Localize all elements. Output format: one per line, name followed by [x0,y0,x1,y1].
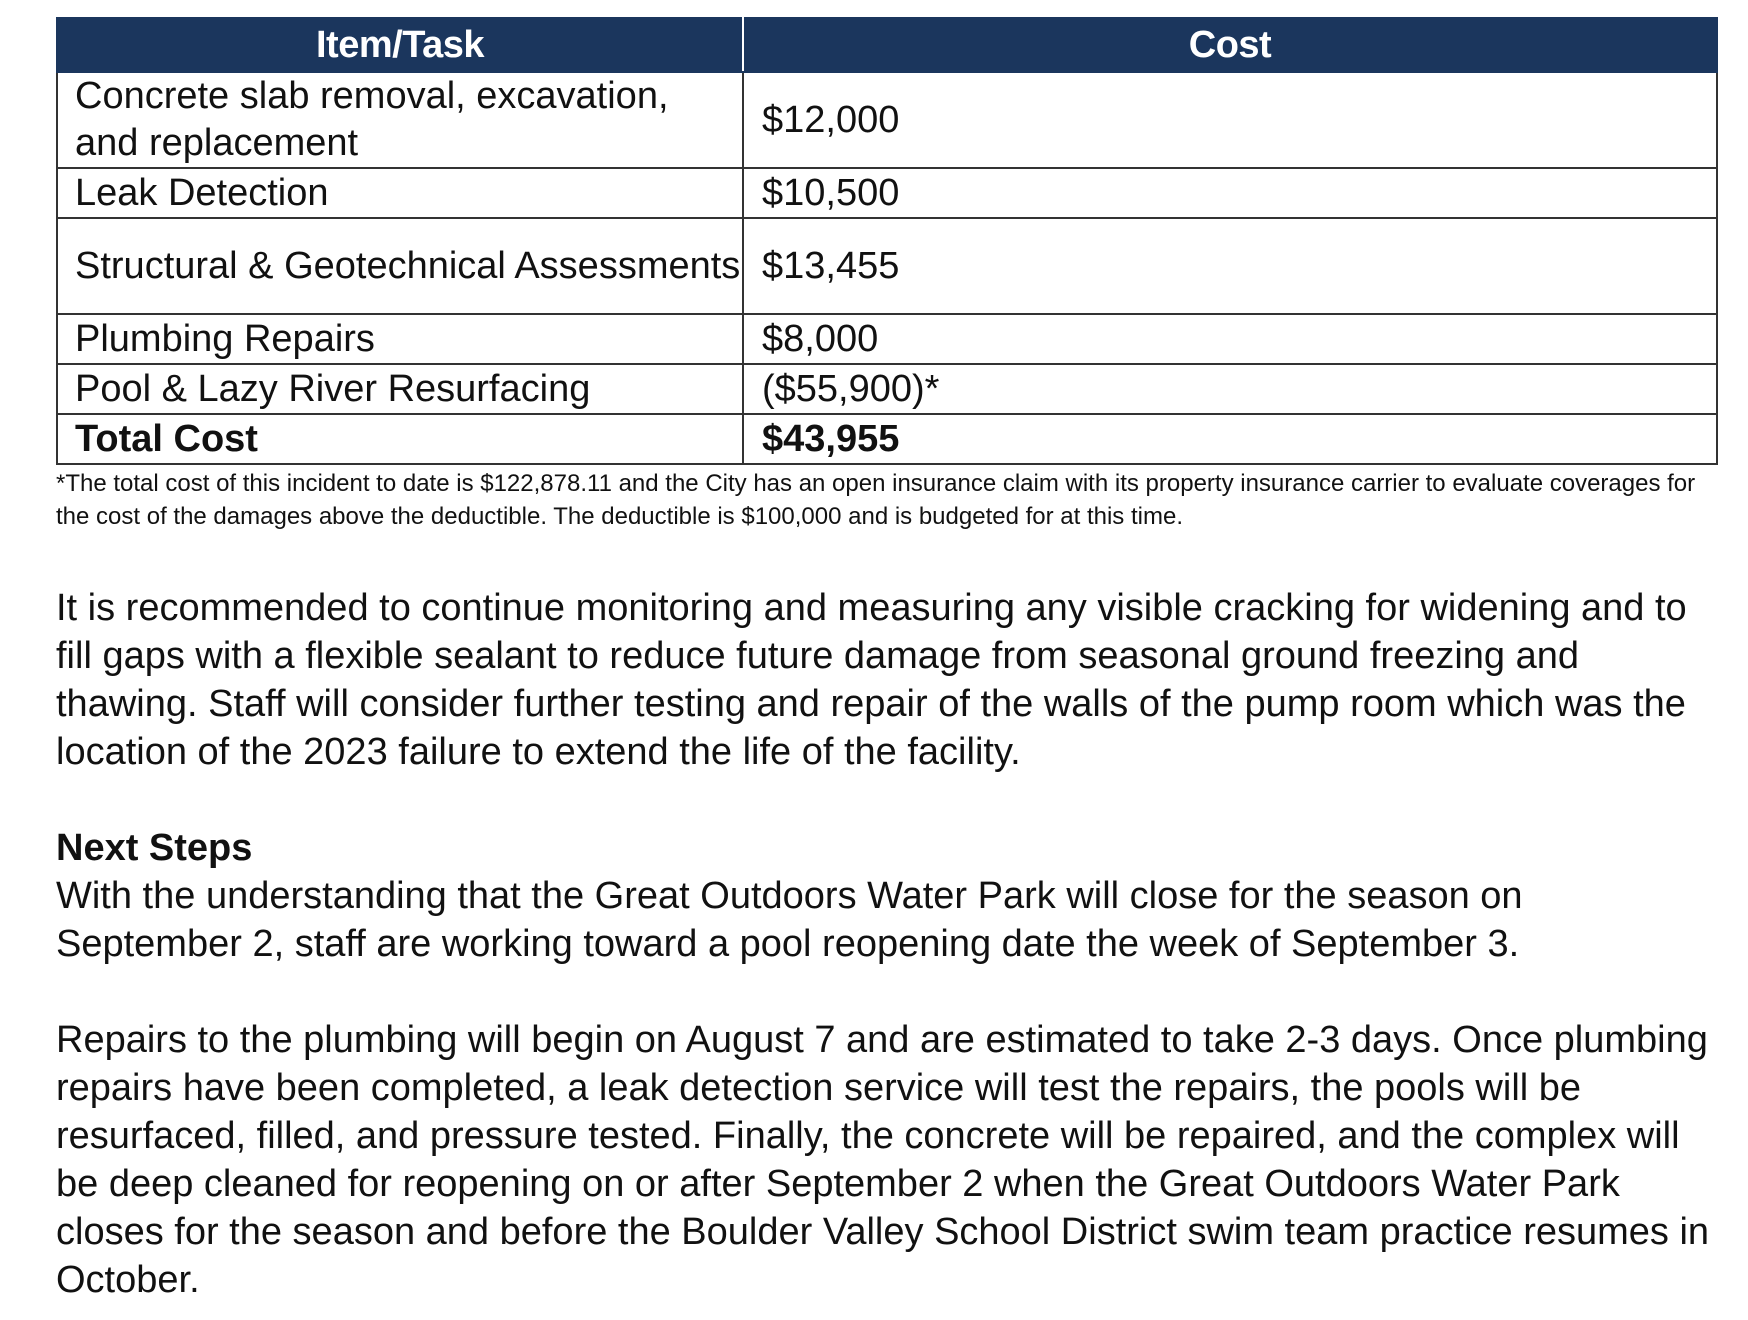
cost-cell: $8,000 [743,314,1717,364]
total-label-cell: Total Cost [57,414,743,464]
item-cell: Plumbing Repairs [57,314,743,364]
item-cell: Concrete slab removal, excavation, and replacement [57,72,743,168]
table-row [57,72,1717,168]
recommendation-paragraph: It is recommended to continue monitoring and measuring any visible cracking for widening and to fill gaps with a flexible sealant to reduce future damage from seasonal ground freezing and thawing. Staff will consider further testing and repair of the walls of the pump room which was the location of the 2023 failure to extend the life of the facility. [56,587,1687,773]
cost-table [56,17,1718,465]
table-row [57,168,1717,218]
cost-cell: ($55,900)* [743,364,1717,414]
repairs-schedule-paragraph: Repairs to the plumbing will begin on August 7 and are estimated to take 2-3 days. Once plumbing repairs have been completed, a leak detection service will test the repairs, the pools will be resurfaced, filled, and pressure tested. Finally, the concrete will be repaired, and the complex will be deep cleaned for reopening on or after September 2 when the Great Outdoors Water Park closes for the season and before the Boulder Valley School District swim team practice resumes in October. [56,1019,1710,1301]
document-page [56,17,1716,1304]
reopening-paragraph: With the understanding that the Great Outdoors Water Park will close for the season on September 2, staff are working toward a pool reopening date the week of September 3. [56,875,1523,965]
column-header-cost: Cost [743,18,1717,72]
item-cell: Structural & Geotechnical Assessments [57,218,743,314]
cost-cell: $12,000 [743,72,1717,168]
cost-cell: $10,500 [743,168,1717,218]
table-row [57,218,1717,314]
table-footnote: *The total cost of this incident to date is $122,878.11 and the City has an open insurance claim with its property insurance carrier to evaluate coverages for the cost of the damages above the deductible. The deductible is $100,000 and is budgeted for at this time. [56,470,1696,530]
cost-cell: $13,455 [743,218,1717,314]
column-header-item: Item/Task [57,18,743,72]
item-cell: Pool & Lazy River Resurfacing [57,364,743,414]
table-row [57,314,1717,364]
total-cost-cell: $43,955 [743,414,1717,464]
item-cell: Leak Detection [57,168,743,218]
table-header-row [57,18,1717,72]
total-row [57,414,1717,464]
table-row [57,364,1717,414]
next-steps-heading: Next Steps [56,827,253,869]
